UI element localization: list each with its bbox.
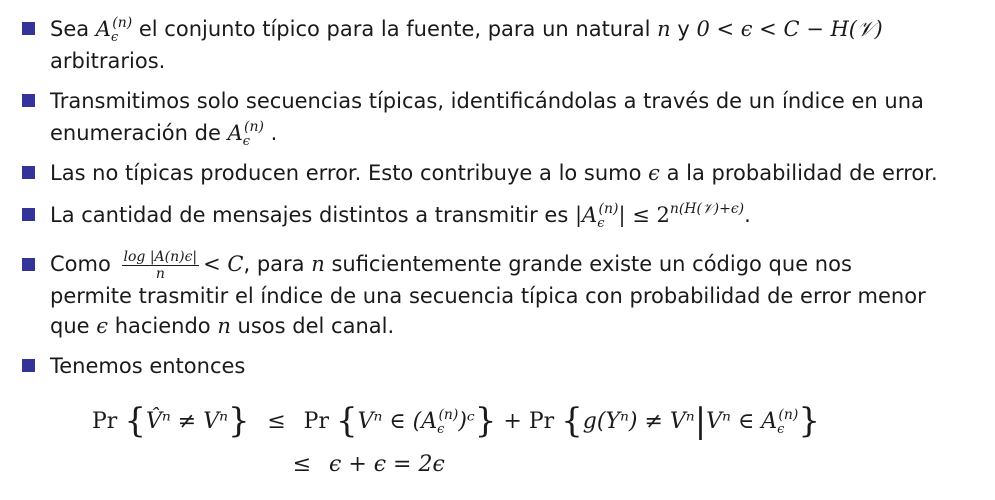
bullet-4-line: La cantidad de mensajes distintos a transmitir es $|A_\epsilon^{(n)}| \le 2^{n(H(𝒱)+\epsilon)}$. bbox=[50, 201, 751, 231]
bullet-marker bbox=[22, 22, 35, 35]
bullet-marker bbox=[22, 359, 35, 372]
bullet-2-line-1: Transmitimos solo secuencias típicas, identificándolas a través de un índice en una bbox=[50, 89, 924, 113]
bullet-3-line: Las no típicas producen error. Esto contribuye a lo sumo ϵ a la probabilidad de error. bbox=[50, 161, 938, 185]
bullet-marker bbox=[22, 166, 35, 179]
bullet-marker bbox=[22, 94, 35, 107]
bullet-6-line: Tenemos entonces bbox=[50, 354, 246, 378]
bullet-5-line-2: permite trasmitir el índice de una secuencia típica con probabilidad de error menor bbox=[50, 284, 926, 308]
bullet-5-line-1: Como $\frac{\log |A(n)\epsilon|}{n}$ < C, para n suficientemente grande existe un código que nos bbox=[50, 248, 852, 282]
bullet-1-line-2: arbitrarios. bbox=[50, 49, 166, 73]
equation-row-2: ≤ ϵ + ϵ = 2ϵ bbox=[292, 452, 445, 477]
equation-row-1: Pr {V̂ⁿ ≠ Vⁿ} ≤ Pr {Vⁿ ∈ $(A_\epsilon^{(n)})ᶜ\} + Pr$ {g(Yⁿ) ≠ Vⁿ|Vⁿ ∈ $A_\epsilon^{(n)}$} bbox=[92, 401, 821, 441]
bullet-2-line-2: enumeración de $A_\epsilon^{(n)}$ . bbox=[50, 119, 278, 149]
bullet-marker bbox=[22, 208, 35, 221]
bullet-1-line-1: Sea $A_\epsilon^{(n)}$ el conjunto típico para la fuente, para un natural n y 0 < ϵ < C − H(𝒱) bbox=[50, 15, 883, 45]
bullet-marker bbox=[22, 258, 35, 271]
fraction: $\frac{\log |A(n)\epsilon|}{n}$ bbox=[123, 248, 198, 282]
bullet-5-line-3: que ϵ haciendo n usos del canal. bbox=[50, 314, 395, 338]
